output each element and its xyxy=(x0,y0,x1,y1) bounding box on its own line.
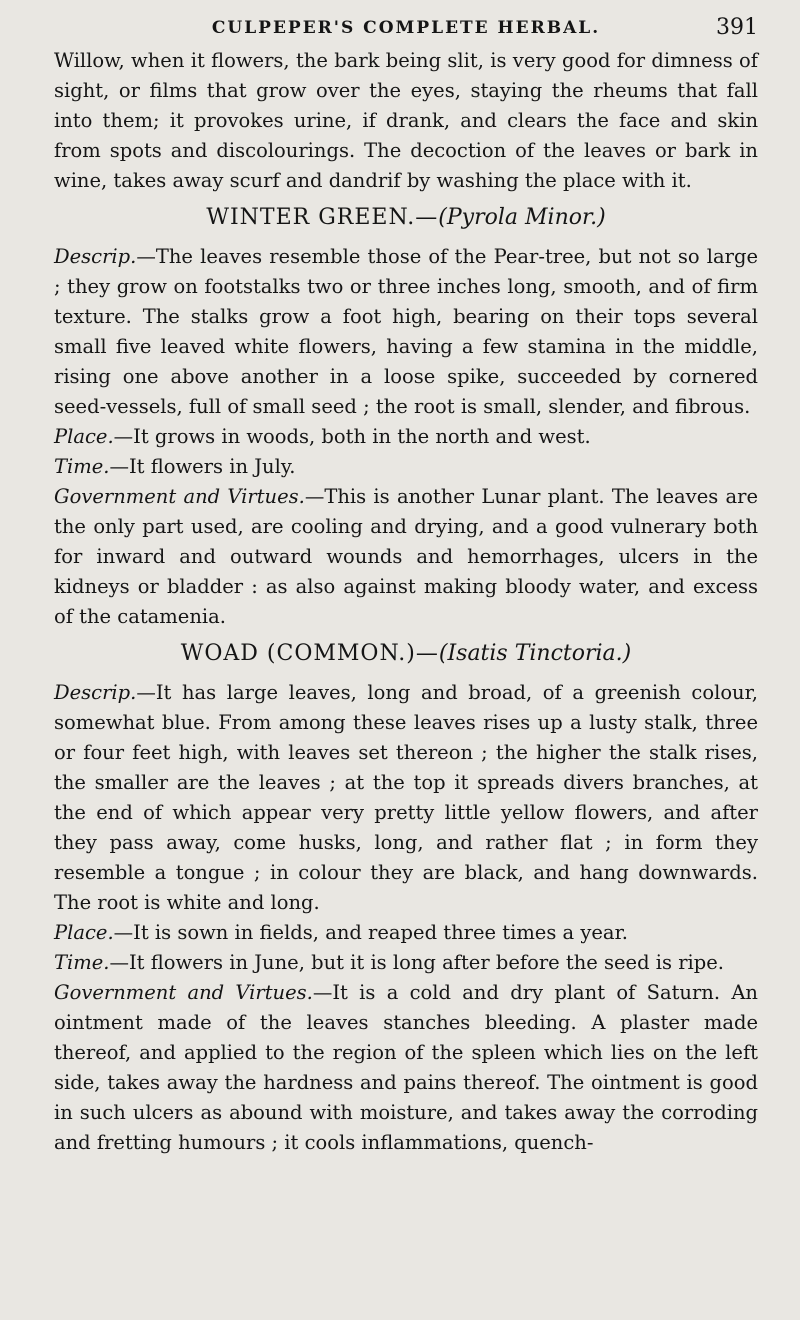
time-text: —It flowers in June, but it is long after before the seed is ripe. xyxy=(109,951,725,974)
place-label: Place. xyxy=(54,425,114,448)
place-text: —It is sown in fields, and reaped three times a year. xyxy=(113,921,628,944)
time-text: —It flowers in July. xyxy=(109,455,296,478)
government-label: Government and Virtues. xyxy=(54,981,313,1004)
place-label: Place. xyxy=(54,921,114,944)
running-head xyxy=(54,6,758,46)
woad-time xyxy=(54,948,758,978)
place-text: —It grows in woods, both in the north and west. xyxy=(113,425,591,448)
woad-place xyxy=(54,918,758,948)
winter-green-government xyxy=(54,482,758,632)
woad-title: WOAD (COMMON.)— xyxy=(180,641,439,666)
government-text: —It is a cold and dry plant of Saturn. An ointment made of the leaves stanches bleeding. A plaster made thereof, and applied to the region of the spleen which lies on the left side, takes away the hardness and pains thereof. The ointment is good in such ulcers as abound with moisture, and takes away the corroding and fretting humours ; it cools inflammations, quench- xyxy=(54,981,758,1154)
winter-green-place xyxy=(54,422,758,452)
woad-heading xyxy=(54,638,758,670)
woad-description xyxy=(54,678,758,918)
descrip-label: Descrip. xyxy=(54,245,137,268)
time-label: Time. xyxy=(54,455,110,478)
descrip-text: —The leaves resemble those of the Pear-tree, but not so large ; they grow on footstalks two or three inches long, smooth, and of firm texture. The stalks grow a foot high, bearing on their tops several small five leaved white flowers, having a few stamina in the middle, rising one above another in a loose spike, succeeded by cornered seed-vessels, full of small seed ; the root is small, slender, and fibrous. xyxy=(54,245,758,418)
government-label: Government and Virtues. xyxy=(54,485,305,508)
woad-latin: (Isatis Tinctoria.) xyxy=(438,641,632,666)
running-title: CULPEPER'S COMPLETE HERBAL. xyxy=(211,18,601,38)
government-text: —This is another Lunar plant. The leaves are the only part used, are cooling and drying, and a good vulnerary both for inward and outward wounds and hemorrhages, ulcers in the kidneys or bladder : as also against making bloody water, and excess of the catamenia. xyxy=(54,485,759,628)
winter-green-heading xyxy=(54,202,758,234)
winter-green-title: WINTER GREEN.— xyxy=(206,205,439,230)
woad-government xyxy=(54,978,758,1158)
descrip-label: Descrip. xyxy=(54,681,137,704)
willow-continuation: Willow, when it flowers, the bark being slit, is very good for dimness of sight, or films that grow over the eyes, staying the rheums that fall into them; it provokes urine, if drank, and clears the face and skin from spots and discolourings. The decoction of the leaves or bark in wine, takes away scurf and dandrif by washing the place with it. xyxy=(54,49,758,192)
time-label: Time. xyxy=(54,951,110,974)
winter-green-latin: (Pyrola Minor.) xyxy=(438,205,606,230)
winter-green-time xyxy=(54,452,758,482)
winter-green-description xyxy=(54,242,758,422)
descrip-text: —It has large leaves, long and broad, of a greenish colour, somewhat blue. From among these leaves rises up a lusty stalk, three or four feet high, with leaves set thereon ; the higher the stalk rises, the smaller are the leaves ; at the top it spreads divers branches, at the end of which appear very pretty little yellow flowers, and after they pass away, come husks, long, and rather flat ; in form they resemble a tongue ; in colour they are black, and hang downwards. The root is white and long. xyxy=(54,681,758,914)
page-number: 391 xyxy=(716,15,758,40)
